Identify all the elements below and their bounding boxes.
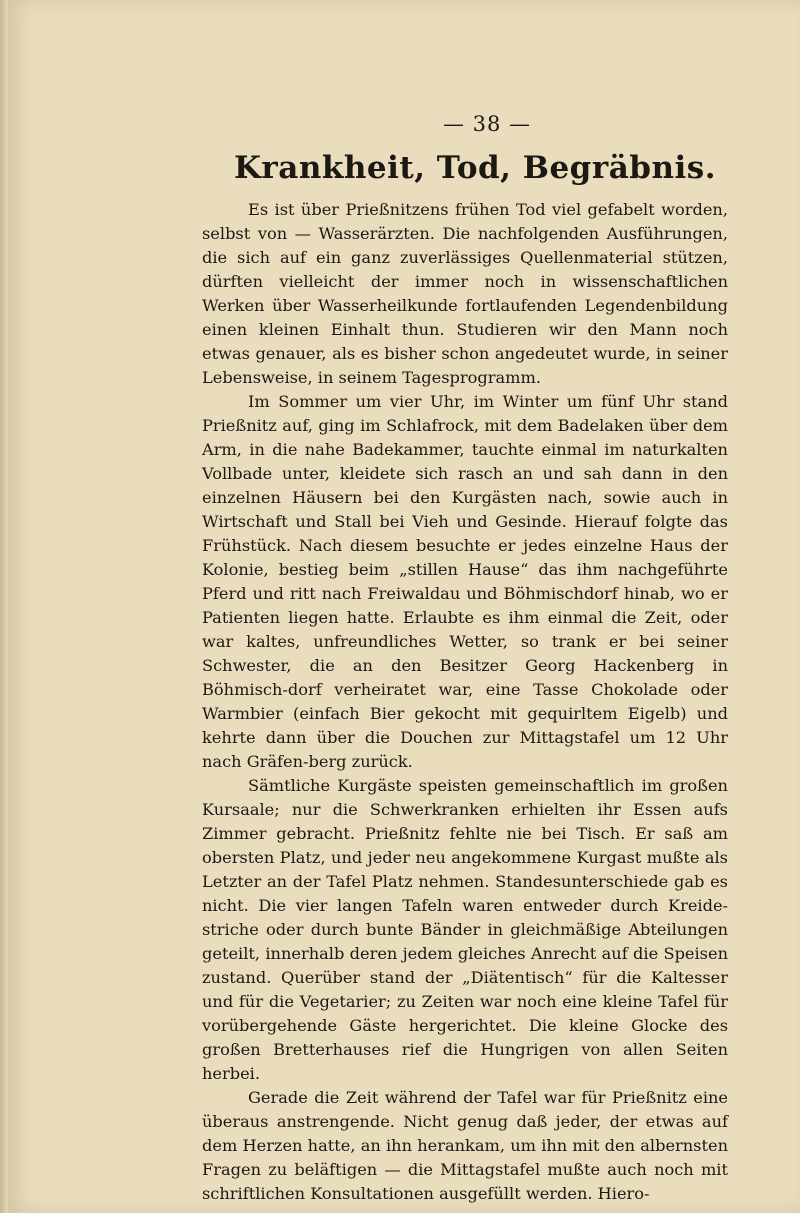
paragraph-2: Im Sommer um vier Uhr, im Winter um fünf Uhr stand Prießnitz auf, ging im Schlafrock, mit dem Badelaken über dem Arm, in die nahe Badekammer, tauchte einmal im naturkalten Vollbade unter, kleidete sich rasch an und sah dann in den einzelnen Häusern bei den Kurgästen nach, sowie auch in Wirtschaft und Stall bei Vieh und Gesinde. Hierauf folgte das Frühstück. Nach diesem besuchte er jedes einzelne Haus der Kolonie, bestieg beim „stillen Hause“ das ihm nachgeführte Pferd und ritt nach Freiwaldau und Böhmischdorf hinab, wo er Patienten liegen hatte. Erlaubte es ihm einmal die Zeit, oder war kaltes, unfreundliches Wetter, so trank er bei seiner Schwester, die an den Besitzer Georg Hackenberg in Böhmisch-dorf verheiratet war, eine Tasse Chokolade oder Warmbier (einfach Bier gekocht mit gequirltem Eigelb) und kehrte dann über die Douchen zur Mittagstafel um 12 Uhr nach Gräfen-berg zurück. [202, 392, 728, 771]
chapter-title: Krankheit, Tod, Begräbnis. [233, 150, 717, 186]
paragraph-3: Sämtliche Kurgäste speisten gemeinschaftlich im großen Kursaale; nur die Schwerkranken erhielten ihr Essen aufs Zimmer gebracht. Prießnitz fehlte nie bei Tisch. Er saß am obersten Platz, und jeder neu angekommene Kurgast mußte als Letzter an der Tafel Platz nehmen. Standesunterschiede gab es nicht. Die vier langen Tafeln waren entweder durch Kreide-striche oder durch bunte Bänder in gleichmäßige Abteilungen geteilt, innerhalb deren jedem gleiches Anrecht auf die Speisen zustand. Querüber stand der „Diätentisch“ für die Kaltesser und für die Vegetarier; zu Zeiten war noch eine kleine Tafel für vorübergehende Gäste hergerichtet. Die kleine Glocke des großen Bretterhauses rief die Hungrigen von allen Seiten herbei. [202, 776, 728, 1083]
page-content [202, 112, 728, 1206]
book-page [8, 0, 800, 1213]
paragraph-4: Gerade die Zeit während der Tafel war für Prießnitz eine überaus anstrengende. Nicht genug daß jeder, der etwas auf dem Herzen hatte, an ihn herankam, um ihn mit den albernsten Fragen zu beläftigen — die Mittagstafel mußte auch noch mit schriftlichen Konsultationen ausgefüllt werden. Hiero- [202, 1088, 728, 1203]
book-gutter-edge [0, 0, 8, 1213]
paragraph-1: Es ist über Prießnitzens frühen Tod viel gefabelt worden, selbst von — Wasserärzten. Die nachfolgenden Ausführungen, die sich auf ein ganz zuverlässiges Quellenmaterial stützen, dürften vielleicht der immer noch in wissenschaftlichen Werken über Wasserheilkunde fortlaufenden Legendenbildung einen kleinen Einhalt thun. Studieren wir den Mann noch etwas genauer, als es bisher schon angedeutet wurde, in seiner Lebensweise, in seinem Tagesprogramm. [202, 200, 728, 387]
page-number: — 38 — [442, 112, 532, 136]
